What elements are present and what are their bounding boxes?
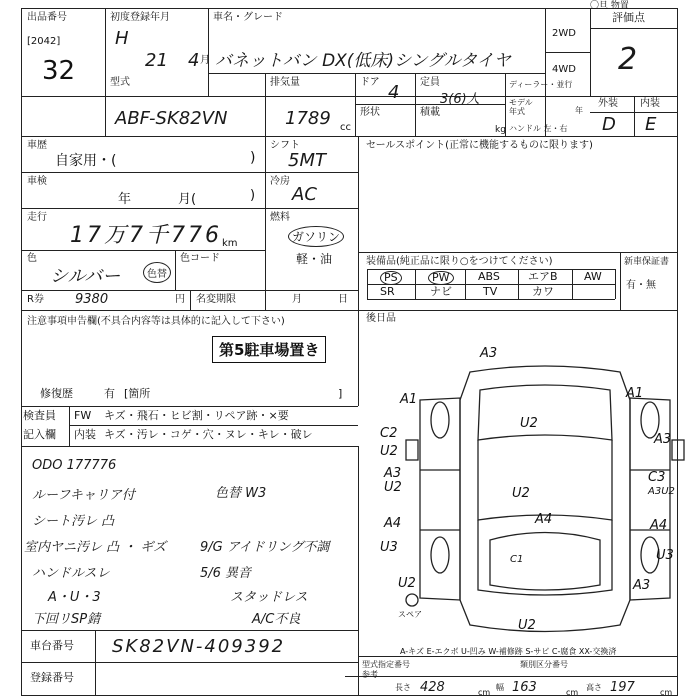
- damage-label: A3: [384, 466, 402, 481]
- lot-number: 32: [42, 56, 76, 86]
- color-code-label: 色コード: [180, 253, 220, 264]
- fw-items: キズ・飛石・ヒビ割・リペア跡・×要: [104, 409, 289, 422]
- note-line: A・U・3: [48, 590, 101, 605]
- mileage-value: 17万7千776: [70, 223, 222, 248]
- height-unit: cm: [660, 688, 673, 697]
- fuel-gasoline: ガソリン: [288, 226, 344, 247]
- ext-value: D: [602, 114, 616, 135]
- load-unit: kg: [495, 125, 506, 135]
- width-label: 幅: [496, 683, 504, 692]
- note-line: ハンドルスレ: [32, 566, 110, 581]
- first-reg-era: H: [115, 28, 129, 49]
- repair-history-close: ]: [338, 387, 343, 400]
- title-change-label: 名変期限: [196, 294, 236, 305]
- sales-point-label: セールスポイント(正常に機能するものに限ります): [366, 140, 593, 151]
- chassis-value: SK82VN-409392: [112, 636, 286, 657]
- car-name-value: バネットバン DX(低床)シングルタイヤ: [215, 51, 511, 71]
- note-line: ODO 177776: [32, 458, 117, 473]
- note-line-right: 5/6 異音: [200, 566, 252, 581]
- recycle-label: R券: [27, 294, 44, 305]
- damage-label: A1: [400, 392, 418, 407]
- damage-label: A3: [633, 578, 651, 593]
- ext-label: 外装: [598, 98, 618, 109]
- model-year-label: モデル年式: [509, 98, 533, 116]
- damage-label: C1: [510, 554, 524, 565]
- equipment-label: 装備品(純正品に限り○をつけてください): [366, 256, 553, 267]
- inspection-close: ): [250, 188, 256, 203]
- interior-label: 内装: [74, 428, 96, 441]
- displacement-value: 1789: [285, 108, 331, 129]
- door-value: 4: [388, 82, 400, 103]
- inspection-year: 年: [118, 192, 132, 207]
- damage-label: A4: [650, 518, 668, 533]
- capacity-value: 3(6)人: [440, 92, 480, 107]
- length-value: 428: [420, 680, 445, 695]
- new-car-warranty-label: 新車保証書: [624, 257, 670, 267]
- drive-2wd: 2WD: [552, 28, 576, 39]
- repair-history-value: 有: [104, 387, 115, 400]
- length-unit: cm: [478, 688, 491, 697]
- displacement-unit: cc: [340, 122, 351, 133]
- chassis-label: 車台番号: [30, 639, 74, 652]
- int-label: 内装: [640, 98, 660, 109]
- top-right-note: 〇旦 物置: [590, 1, 629, 11]
- dealer-label: ディーラー・並行: [509, 80, 573, 89]
- first-reg-year: 21: [145, 50, 168, 71]
- note-line: ルーフキャリア付: [32, 488, 135, 503]
- note-line: シート汚レ 凸: [32, 514, 115, 529]
- title-change-month: 月: [292, 294, 302, 305]
- fw-label: FW: [74, 409, 92, 422]
- load-label: 積載: [420, 107, 440, 118]
- history-label: 車歴: [27, 140, 47, 151]
- damage-label: U2: [384, 480, 402, 495]
- damage-label: A3: [654, 432, 672, 447]
- first-reg-month: 4: [188, 50, 200, 71]
- damage-label: U2: [380, 444, 398, 459]
- model-year-unit: 年: [575, 106, 583, 115]
- note-line: 下回リSP錆: [32, 612, 101, 627]
- inspection-label: 車検: [27, 176, 47, 187]
- damage-label: U3: [656, 548, 674, 563]
- color-value: シルバー: [50, 266, 121, 287]
- note-line: 室内ヤニ汚レ 凸 ・ ギズ: [24, 540, 167, 555]
- shift-label: シフト: [270, 140, 300, 151]
- damage-label: U3: [380, 540, 398, 555]
- recycle-value: 9380: [75, 292, 109, 307]
- damage-label: A3U2: [648, 486, 675, 497]
- equip-navi: ナビ: [430, 285, 452, 298]
- damage-label: A1: [626, 386, 644, 401]
- recycle-unit: 円: [175, 294, 185, 305]
- equip-ps: PS: [380, 271, 402, 285]
- door-label: ドア: [360, 77, 380, 88]
- history-value: 自家用・(: [55, 153, 117, 169]
- first-reg-label: 初度登録年月: [110, 12, 170, 23]
- class-number-label: 類別区分番号: [520, 660, 568, 669]
- title-change-day: 日: [338, 294, 348, 305]
- fuel-diesel: 軽・油: [296, 252, 333, 266]
- note-line-right: 9/G アイドリング不調: [200, 540, 330, 555]
- note-line-right: A/C不良: [252, 612, 301, 627]
- repair-history-label: 修復歴: [40, 387, 73, 400]
- fuel-label: 燃料: [270, 212, 290, 223]
- damage-code-legend: A-キズ E-エクボ U-凹み W-補修跡 S-サビ C-腐食 XX-交換済: [400, 647, 617, 656]
- notes-label: 注意事項申告欄(不具合内容等は具体的に記入して下さい): [27, 316, 285, 327]
- spare-label: スペア: [398, 610, 422, 619]
- reg-number-label: 登録番号: [30, 671, 74, 684]
- score-value: 2: [618, 42, 638, 77]
- shape-label: 形状: [360, 107, 380, 118]
- width-unit: cm: [566, 688, 579, 697]
- width-value: 163: [512, 680, 537, 695]
- length-label: 長さ: [395, 683, 411, 692]
- model-label: 型式: [110, 77, 130, 88]
- first-reg-month-unit: 月: [200, 55, 210, 66]
- repair-history-place: [箇所: [124, 387, 151, 400]
- drive-4wd: 4WD: [552, 64, 576, 75]
- lot-sub: [2042]: [27, 36, 61, 47]
- car-name-label: 車名・グレード: [213, 12, 283, 23]
- ac-label: 冷房: [270, 176, 290, 187]
- height-label: 高さ: [586, 683, 602, 692]
- handle-label: ハンドル 左・右: [509, 124, 568, 133]
- mileage-label: 走行: [27, 212, 47, 223]
- note-line-right: 色替 W3: [215, 486, 267, 501]
- equip-airbag: エアB: [528, 270, 558, 283]
- inspection-month: 月(: [178, 192, 197, 207]
- type-designation-label: 型式指定番号: [362, 660, 410, 669]
- color-label: 色: [27, 253, 37, 264]
- reference-label: 参考: [362, 670, 378, 679]
- shift-value: 5MT: [288, 150, 326, 171]
- displacement-label: 排気量: [270, 77, 300, 88]
- damage-label: A4: [535, 512, 553, 527]
- damage-label: U2: [512, 486, 530, 501]
- damage-label: U2: [520, 416, 538, 431]
- equip-abs: ABS: [478, 270, 500, 283]
- history-close: ): [250, 150, 256, 166]
- remarks-label: 後日品: [366, 313, 396, 324]
- mileage-unit: km: [222, 238, 238, 249]
- damage-label: A4: [384, 516, 402, 531]
- ac-value: AC: [292, 184, 317, 205]
- damage-label: U2: [518, 618, 536, 633]
- score-label: 評価点: [612, 11, 645, 24]
- damage-label: C3: [648, 470, 666, 485]
- damage-label-top: A3: [480, 346, 498, 361]
- equip-leather: カワ: [532, 285, 554, 298]
- parking-stamp: 第5駐車場置き: [212, 336, 326, 363]
- inspector-label-2: 記入欄: [23, 428, 56, 441]
- damage-label: C2: [380, 426, 398, 441]
- color-repaint: 色替: [143, 262, 171, 283]
- damage-label: U2: [398, 576, 416, 591]
- lot-label: 出品番号: [27, 12, 67, 23]
- note-line-right: スタッドレス: [230, 590, 308, 605]
- int-value: E: [645, 114, 657, 135]
- model-value: ABF-SK82VN: [115, 108, 228, 129]
- equip-tv: TV: [483, 285, 498, 298]
- height-value: 197: [610, 680, 635, 695]
- interior-items: キズ・汚レ・コゲ・穴・ヌレ・キレ・破レ: [104, 428, 313, 441]
- equip-aw: AW: [584, 270, 602, 283]
- inspector-label-1: 検査員: [23, 409, 56, 422]
- equip-pw: PW: [428, 271, 454, 285]
- new-car-warranty-value: 有・無: [626, 280, 656, 291]
- capacity-label: 定員: [420, 77, 440, 88]
- equip-sr: SR: [380, 285, 395, 298]
